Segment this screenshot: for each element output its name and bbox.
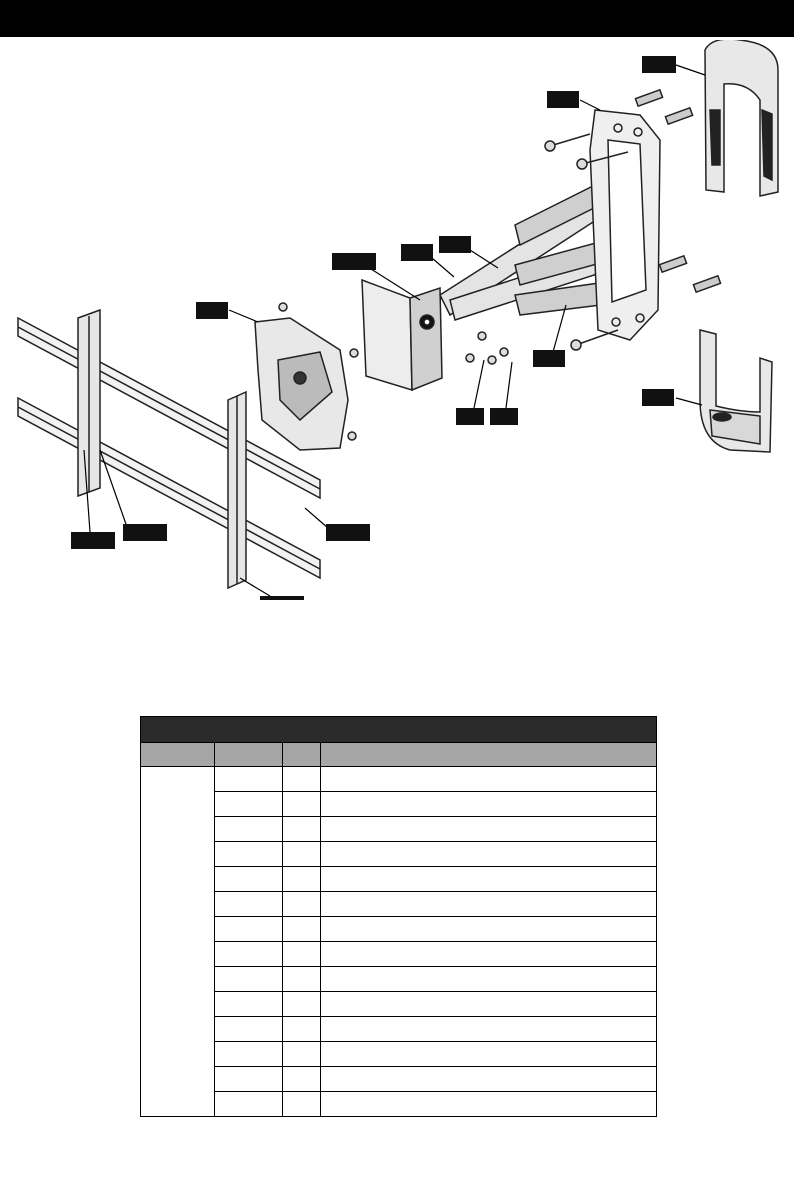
table-cell (321, 1067, 657, 1092)
table-cell (283, 992, 321, 1017)
callout-c9 (456, 408, 484, 425)
table-cell (283, 1042, 321, 1067)
callout-c3 (401, 244, 433, 261)
callout-c5 (332, 253, 376, 270)
callout-c8 (642, 389, 674, 406)
table-cell (215, 1017, 283, 1042)
table-cell (283, 967, 321, 992)
callout-c13 (326, 524, 370, 541)
table-row (141, 942, 657, 967)
table-cell (283, 917, 321, 942)
column-header (141, 743, 215, 767)
table-cell (215, 942, 283, 967)
table-cell (321, 967, 657, 992)
table-cell (215, 892, 283, 917)
callout-c12 (123, 524, 167, 541)
table-cell (215, 792, 283, 817)
table-cell (283, 767, 321, 792)
exploded-assembly-diagram (0, 40, 794, 600)
table-cell (283, 1092, 321, 1117)
callout-c4 (439, 236, 471, 253)
table-cell (321, 767, 657, 792)
group-cell (141, 767, 215, 1117)
callout-c7 (533, 350, 565, 367)
table-cell (215, 992, 283, 1017)
callout-c14 (260, 596, 304, 600)
table-cell (283, 892, 321, 917)
table-row (141, 1042, 657, 1067)
table-cell (321, 942, 657, 967)
top-cover (705, 40, 778, 196)
callout-c11 (71, 532, 115, 549)
bottom-cover (700, 330, 772, 452)
table-cell (283, 1017, 321, 1042)
table-cell (321, 867, 657, 892)
table-cell (215, 917, 283, 942)
table-row (141, 842, 657, 867)
table-row (141, 817, 657, 842)
table-cell (321, 792, 657, 817)
parts-list-table (140, 716, 657, 1117)
table-cell (215, 767, 283, 792)
callout-c1 (642, 56, 676, 73)
table-cell (321, 992, 657, 1017)
table-row (141, 1017, 657, 1042)
table-cell (321, 1042, 657, 1067)
column-header (321, 743, 657, 767)
parts-table-title (141, 717, 657, 743)
table-cell (215, 1042, 283, 1067)
washers (466, 332, 508, 364)
table-cell (283, 842, 321, 867)
vesa-adapter-plate (255, 318, 348, 450)
table-row (141, 767, 657, 792)
table-cell (283, 792, 321, 817)
table-cell (215, 842, 283, 867)
wall-plate (590, 110, 660, 340)
table-cell (215, 1067, 283, 1092)
table-cell (283, 817, 321, 842)
callout-c2 (547, 91, 579, 108)
vertical-bracket-left (78, 310, 100, 496)
table-cell (283, 1067, 321, 1092)
table-cell (321, 842, 657, 867)
table-cell (215, 1092, 283, 1117)
column-header (215, 743, 283, 767)
table-cell (283, 942, 321, 967)
table-row (141, 1067, 657, 1092)
callout-c10 (490, 408, 518, 425)
table-cell (321, 1092, 657, 1117)
table-cell (215, 967, 283, 992)
table-cell (283, 867, 321, 892)
table-cell (215, 867, 283, 892)
table-cell (321, 817, 657, 842)
table-cell (321, 1017, 657, 1042)
table-row (141, 792, 657, 817)
table-cell (321, 917, 657, 942)
column-header (283, 743, 321, 767)
table-row (141, 1092, 657, 1117)
table-row (141, 967, 657, 992)
header-bar (0, 0, 794, 37)
vertical-bracket-right (228, 392, 246, 588)
table-row (141, 867, 657, 892)
table-cell (215, 817, 283, 842)
table-cell (321, 892, 657, 917)
table-row (141, 992, 657, 1017)
callout-c6 (196, 302, 228, 319)
table-row (141, 892, 657, 917)
tilt-head (362, 280, 442, 390)
table-row (141, 917, 657, 942)
